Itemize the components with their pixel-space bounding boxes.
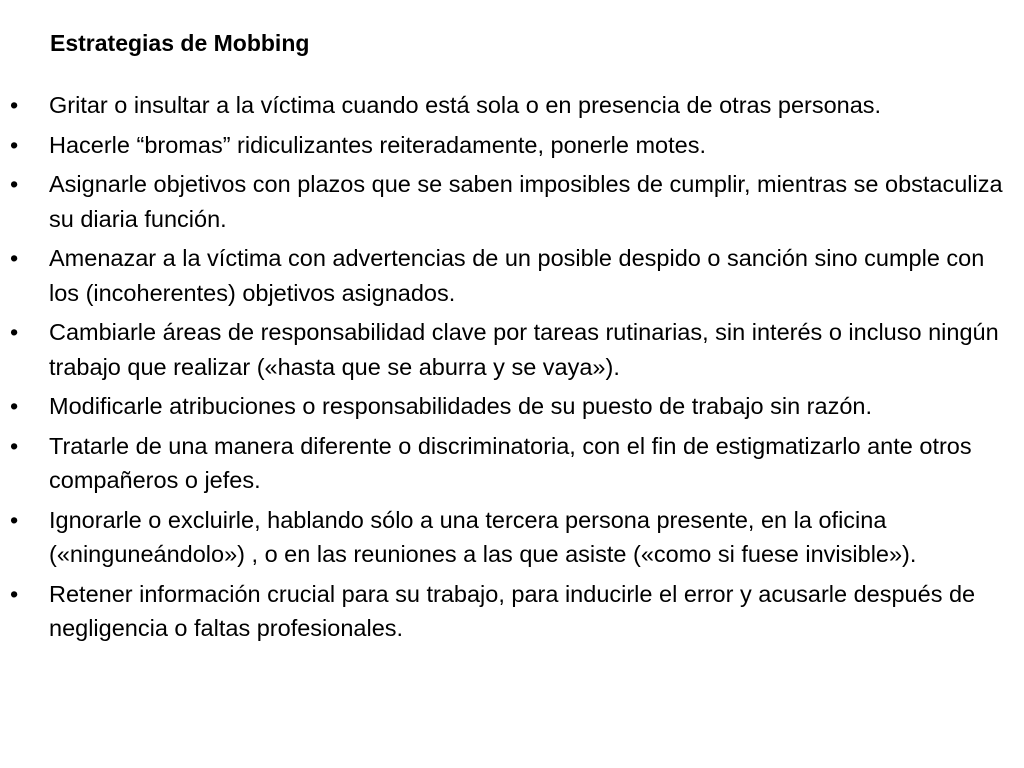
- bullet-item-7: [0, 429, 1024, 498]
- bullet-marker: •: [10, 245, 19, 271]
- bullet-item-8: [0, 503, 1024, 572]
- bullet-item-5: [0, 315, 1024, 384]
- bullet-marker: •: [10, 580, 19, 607]
- bullet-item-3: [0, 167, 1024, 236]
- bullet-text: Modificarle atribuciones o responsabilidades de su puesto de trabajo sin razón.: [49, 393, 872, 419]
- bullet-text: Tratarle de una manera diferente o discriminatoria, con el fin de estigmatizarlo ante otros compañeros o jefes.: [49, 432, 972, 493]
- bullet-text: Amenazar a la víctima con advertencias de un posible despido o sanción sino cumple con los (incoherentes) objetivos asignados.: [49, 245, 985, 306]
- bullet-text: Retener información crucial para su trabajo, para inducirle el error y acusarle después de negligencia o faltas profesionales.: [49, 580, 976, 641]
- bullet-item-9: [0, 577, 1024, 646]
- bullet-text: Hacerle “bromas” ridiculizantes reiteradamente, ponerle motes.: [49, 131, 706, 158]
- bullet-text: Asignarle objetivos con plazos que se saben imposibles de cumplir, mientras se obstaculiza su diaria función.: [49, 171, 1003, 232]
- bullet-marker: •: [10, 131, 19, 158]
- bullet-marker: •: [10, 506, 19, 533]
- slide-title: Estrategias de Mobbing: [50, 30, 310, 56]
- bullet-marker: •: [10, 92, 19, 118]
- bullet-text: Ignorarle o excluirle, hablando sólo a una tercera persona presente, en la oficina («ninguneándolo») , o en las reuniones a las que asiste («como si fuese invisible»).: [49, 506, 917, 567]
- bullet-text: Gritar o insultar a la víctima cuando está sola o en presencia de otras personas.: [49, 92, 882, 118]
- bullet-marker: •: [10, 393, 19, 419]
- bullet-marker: •: [10, 319, 19, 345]
- bullet-item-6: [0, 389, 1024, 424]
- bullet-item-4: [0, 241, 1024, 310]
- bullet-item-1: [0, 88, 1024, 123]
- bullet-list: [0, 88, 1024, 651]
- bullet-text: Cambiarle áreas de responsabilidad clave por tareas rutinarias, sin interés o incluso ningún trabajo que realizar («hasta que se aburra y se vaya»).: [49, 319, 999, 380]
- bullet-item-2: [0, 128, 1024, 163]
- bullet-marker: •: [10, 432, 19, 459]
- bullet-marker: •: [10, 171, 19, 197]
